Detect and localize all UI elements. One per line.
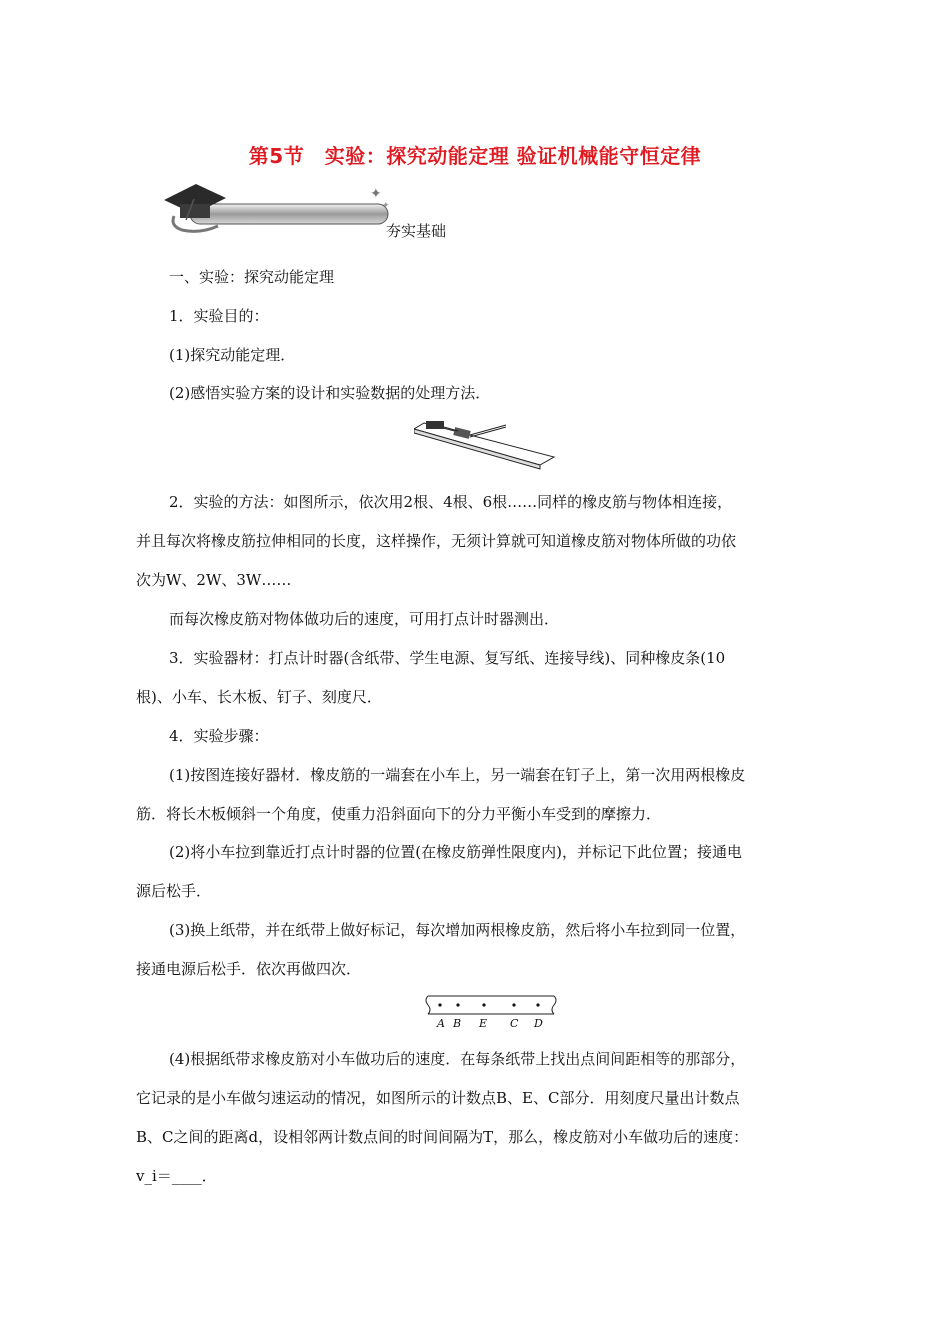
text-line: 根)、小车、长木板、钉子、刻度尺． <box>136 688 382 706</box>
text-line: 而每次橡皮筋对物体做功后的速度，可用打点计时器测出． <box>169 610 560 628</box>
text-line: 一、实验：探究动能定理 <box>169 268 335 286</box>
section-banner-label: 夯实基础 <box>386 222 447 240</box>
text-line: 2．实验的方法：如图所示，依次用2根、4根、6根……同样的橡皮筋与物体相连接， <box>169 493 733 511</box>
text-line: 接通电源后松手．依次再做四次． <box>136 960 362 978</box>
text-line: 源后松手． <box>136 882 212 900</box>
tape-dot <box>438 1003 441 1006</box>
text-line: 并且每次将橡皮筋拉伸相同的长度，这样操作，无须计算就可知道橡皮筋对物体所做的功依 <box>136 532 737 550</box>
text-line: 3．实验器材：打点计时器(含纸带、学生电源、复写纸、连接导线)、同种橡皮条(10 <box>169 649 726 667</box>
text-line: (3)换上纸带，并在纸带上做好标记，每次增加两根橡皮筋，然后将小车拉到同一位置， <box>169 921 746 939</box>
text-line: 4．实验步骤： <box>169 727 269 745</box>
svg-text:✦: ✦ <box>382 201 390 211</box>
text-line: 1．实验目的： <box>169 307 269 325</box>
text-line: v_i＝____． <box>136 1167 217 1185</box>
text-line: 次为W、2W、3W…… <box>136 571 292 589</box>
text-line: (1)探究动能定理． <box>169 346 296 364</box>
text-line: 筋．将长木板倾斜一个角度，使重力沿斜面向下的分力平衡小车受到的摩擦力． <box>136 805 662 823</box>
page-title: 第5节 实验：探究动能定理 验证机械能守恒定律 <box>248 144 702 168</box>
tape-label: D <box>534 1017 543 1030</box>
text-line: (2)将小车拉到靠近打点计时器的位置(在橡皮筋弹性限度内)，并标记下此位置；接通电 <box>169 843 742 861</box>
tape-label: C <box>510 1017 519 1030</box>
svg-text:✦: ✦ <box>370 186 382 202</box>
tape-dot <box>536 1003 539 1006</box>
text-line: 它记录的是小车做匀速运动的情况，如图所示的计数点B、E、C部分．用刻度尺量出计数点 <box>136 1089 740 1107</box>
text-line: (1)按图连接好器材．橡皮筋的一端套在小车上，另一端套在钉子上，第一次用两根橡皮 <box>169 766 746 784</box>
tape-label: A <box>437 1017 445 1030</box>
text-line: (2)感悟实验方案的设计和实验数据的处理方法． <box>169 384 491 402</box>
text-line: B、C之间的距离d，设相邻两计数点间的时间间隔为T，那么，橡皮筋对小车做功后的速度： <box>136 1128 749 1146</box>
tape-label: B <box>453 1017 462 1030</box>
text-line: (4)根据纸带求橡皮筋对小车做功后的速度．在每条纸带上找出点间间距相等的那部分， <box>169 1050 746 1068</box>
tape-label: E <box>479 1017 488 1030</box>
tape-dot <box>482 1003 485 1006</box>
tape-dot <box>512 1003 515 1006</box>
incline-board-diagram <box>414 415 560 471</box>
graduation-cap-icon <box>160 180 400 238</box>
paper-tape-diagram <box>422 994 562 1030</box>
tape-dot <box>456 1003 459 1006</box>
